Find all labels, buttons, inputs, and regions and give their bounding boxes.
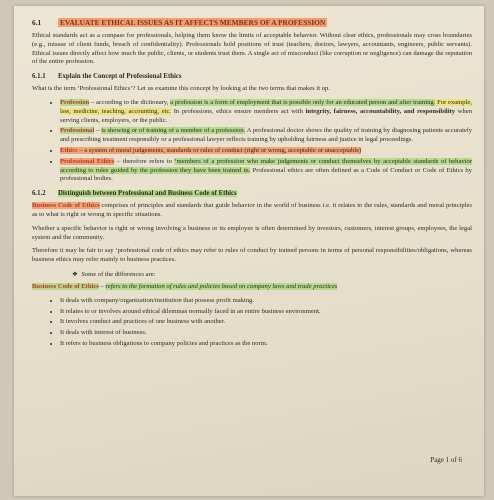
term-business-code: Business Code of Ethics: [32, 282, 99, 290]
paragraph-behavior: Whether a specific behavior is right or wrong involving a business or its employee is often determined by investors, customers, interest groups, employees, the legal system and the community.: [32, 224, 472, 241]
list-item: • It deals with company/organization/institution that possess profit making.: [60, 297, 472, 306]
highlight: ‘members of a profession who make judgements or conduct themselves by acceptable standards of behavior according to rules guided by the profession they have been trained in.: [60, 157, 473, 174]
text: when serving clients, employers, or the public.: [60, 107, 473, 124]
highlight: refers to the formation of rules and policies based on company laws and trade practices: [105, 282, 338, 290]
subsection-heading-612: [32, 190, 472, 197]
term-ethics: Ethics: [60, 146, 78, 154]
definition-profession: [60, 99, 472, 125]
differences-list: [32, 297, 472, 349]
definition-list: [32, 99, 472, 184]
bold-text: integrity, fairness, accountability, and responsibility: [305, 107, 456, 115]
section-title: EVALUATE ETHICAL ISSUES AS IT AFFECTS MEMBERS OF A PROFESSION: [60, 18, 326, 27]
differences-intro: [72, 270, 472, 278]
page-number: Page 1 of 6: [430, 456, 462, 464]
term-professional: Professional: [60, 127, 95, 135]
subsection-number: 6.1.1: [32, 73, 46, 81]
definition-professional-ethics: [60, 158, 472, 184]
subsection-number: 6.1.2: [32, 190, 46, 198]
list-item: • It relates to or involves around ethical dilemmas normally faced in an entire business environment.: [60, 308, 472, 317]
highlight: is showing or of training of a member of a profession.: [101, 127, 246, 135]
definition-professional: [60, 127, 472, 145]
subsection-title: Distinguish between Professional and Business Code of Ethics: [58, 190, 237, 198]
paragraph-comparison: Therefore it may be fair to say ‘professional code of ethics may refer to rules of conduct by trained persons in terms of personal responsibilities/obligations, whereas business ethics may refer mainly to business practices.: [32, 247, 472, 264]
text: Some of the differences are:: [81, 270, 156, 278]
subsection-title: Explain the Concept of Professional Ethics: [58, 73, 182, 81]
section-heading: [32, 18, 472, 27]
definition-ethics: [60, 147, 472, 156]
text: A professional doctor shows the quality of training by diagnosing patients accurately and prescribing treatment responsibly or a professional lawyer reflects training by upholding fairness and justice in legal proceedings.: [60, 127, 472, 144]
list-item: • It refers to business obligations to company policies and practices as the norm.: [60, 340, 472, 349]
term-profession: Profession: [60, 98, 90, 106]
text: – therefore refers to: [114, 157, 175, 165]
section-intro: Ethical standards act as a compass for professionals, helping them know the limits of acceptable behavior. Without clear ethics, professionals may cross boundaries (e.g., misuse of client funds, breach of confidentiality). Professionals hold positions of trust (teachers, doctors, lawyers, accountants, engineers, public servants). Ethical issues directly affect how much the public, clients, or students trust them. A single act of misconduct (like corruption or negligence) can damage the reputation of the entire profession.: [32, 32, 472, 66]
text: –: [98, 282, 106, 290]
list-item: • It deals with interest of business.: [60, 329, 472, 338]
text: – according to the dictionary,: [89, 98, 171, 106]
term-professional-ethics: Professional Ethics: [60, 157, 115, 165]
business-code-formation: [32, 283, 472, 292]
term-business-code: Business Code of Ethics: [32, 202, 100, 210]
subsection-heading-611: [32, 73, 472, 80]
list-item: • It involves conduct and practices of one business with another.: [60, 318, 472, 327]
document-page: [14, 6, 484, 496]
highlight: For example, law, medicine, teaching, accounting, etc.: [60, 98, 473, 115]
business-code-definition: [32, 202, 472, 220]
text: –: [94, 127, 102, 135]
section-number: 6.1: [32, 18, 42, 27]
page-content: [32, 14, 472, 354]
text: comprises of principles and standards that guide behavior in the world of business i.e. it relates to the rules, standards and moral principles as to what is right or wrong in specific situations.: [32, 202, 472, 218]
text: In professions, ethics ensure members act with: [171, 107, 306, 115]
concept-question: What is the term ‘Professional Ethics’? Let us examine this concept by looking at the two terms that makes it up.: [32, 85, 330, 93]
highlight: – a system of moral judgements, standards or rules of conduct (right or wrong, acceptable or unacceptable): [77, 146, 362, 154]
highlight: a profession is a form of employment that is possible only for an educated person and after training.: [170, 98, 436, 106]
diamond-bullet-icon: ❖: [72, 270, 78, 278]
text: Professional ethics are often defined as a Code of Conduct or Code of Ethics by professional bodies.: [60, 166, 472, 183]
